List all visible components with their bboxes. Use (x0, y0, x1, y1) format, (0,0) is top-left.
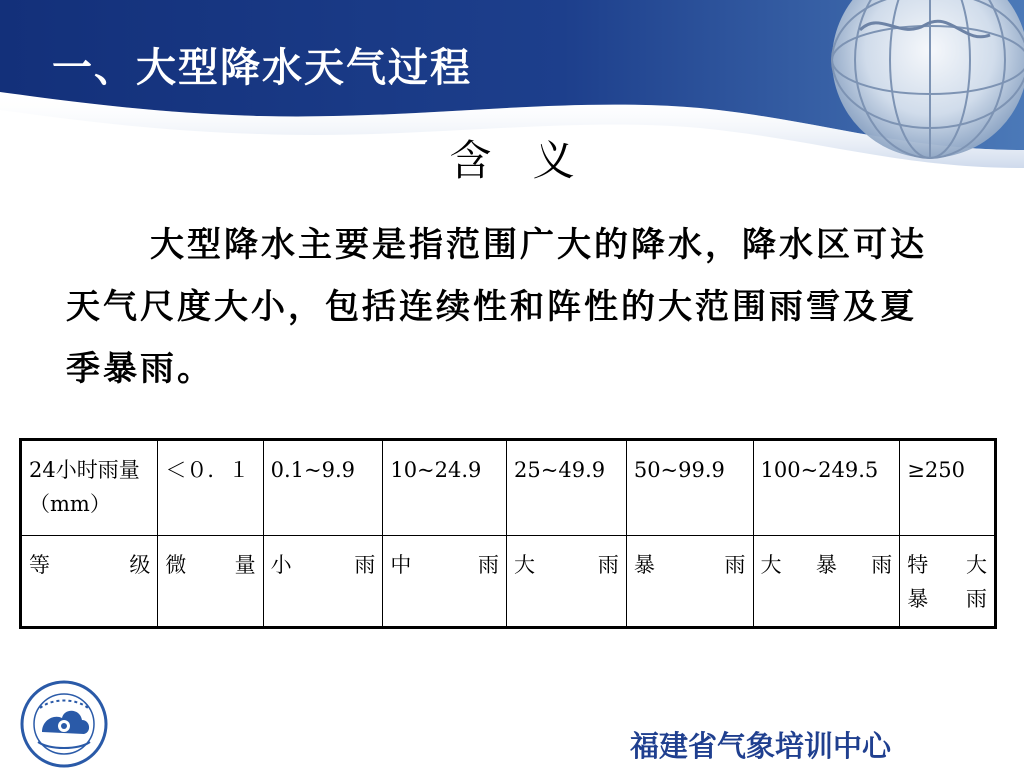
cell-text: 暴 雨 (633, 553, 746, 577)
table-cell: ≥250 (900, 440, 996, 536)
cell-text: 特 大暴 雨 (907, 553, 987, 611)
paragraph-text: 大型降水主要是指范围广大的降水，降水区可达天气尺度大小，包括连续性和阵性的大范围雨雪及夏季暴雨。 (66, 225, 927, 389)
meteorological-logo-icon (20, 680, 108, 772)
table-row (21, 536, 996, 628)
organization-name: 福建省气象培训中心 (630, 729, 892, 763)
table-cell (507, 536, 627, 628)
precipitation-grade-table (19, 438, 997, 629)
table-cell: ＜０．１ (158, 440, 263, 536)
cell-text: 等 级 (29, 553, 151, 577)
table-cell (626, 536, 753, 628)
table-cell (263, 536, 383, 628)
cell-text: 微 量 (165, 553, 256, 577)
table-cell (753, 536, 900, 628)
table-cell (383, 536, 507, 628)
table-row-header: 24小时雨量（mm） (21, 440, 158, 536)
cell-text: 小 雨 (270, 553, 376, 577)
table-cell (158, 536, 263, 628)
slide-title: 一、大型降水天气过程 (52, 45, 472, 91)
cell-text: 大 雨 (514, 553, 619, 577)
table-cell (900, 536, 996, 628)
table-cell: 100~249.5 (753, 440, 900, 536)
table-cell: 25~49.9 (507, 440, 627, 536)
table-cell: 10~24.9 (383, 440, 507, 536)
cell-text: 大 暴 雨 (760, 553, 893, 577)
table-cell: 0.1~9.9 (263, 440, 383, 536)
section-subtitle: 含 义 (449, 136, 589, 185)
table-cell: 50~99.9 (626, 440, 753, 536)
definition-paragraph (66, 214, 940, 400)
cell-text: 中 雨 (390, 553, 500, 577)
table-row (21, 440, 996, 536)
table-row-header (21, 536, 158, 628)
